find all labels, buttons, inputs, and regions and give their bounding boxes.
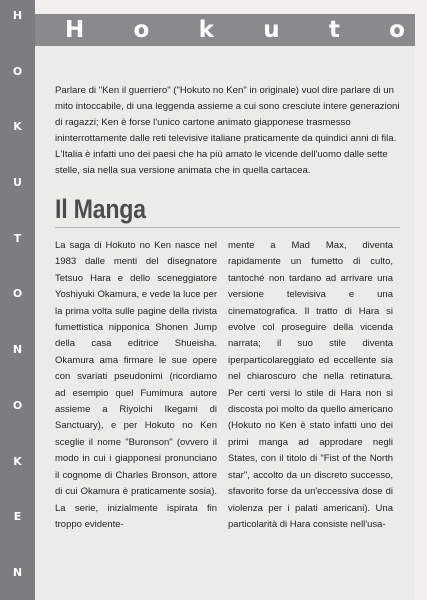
header-title-letter: o bbox=[133, 16, 150, 43]
header-title-letter: u bbox=[263, 16, 280, 43]
section-title: Il Manga bbox=[55, 194, 146, 224]
side-title-letter: O bbox=[12, 64, 23, 78]
header-title-letter: t bbox=[328, 16, 340, 43]
side-title-letter: N bbox=[12, 565, 23, 579]
side-title-letter: K bbox=[13, 120, 22, 134]
article-column-right: mente a Mad Max, diventa rapidamente un fumetto di culto, tantoché non tardano ad arrivare una versione televisiva e una cinematografica. Il tratto di Hara si evolve col proseguire della vicenda narrata; il suo stile diventa iperparticolareggiato ed eccellente sia nel chiaroscuro che nella retinatura. Per certi versi lo stile di Hara non si discosta poi molto da quello americano (Hokuto no Ken è stato infatti uno dei primi manga ad approdare negli States, con il titolo di "Fist of the North star", accolto da un discreto successo, sfavorito forse da un'eccessiva dose di violenza per i palati americani). Una particolarità di Hara consiste nell'usa- bbox=[228, 240, 393, 530]
side-title-letter: T bbox=[13, 231, 22, 245]
side-title-letter: O bbox=[12, 287, 23, 301]
side-title-letter: N bbox=[12, 343, 23, 357]
side-title-letter: K bbox=[13, 454, 22, 468]
side-title-letter: E bbox=[13, 510, 22, 524]
side-title-letter: O bbox=[12, 398, 23, 412]
side-title-letter: U bbox=[13, 176, 22, 190]
article-column-left: La saga di Hokuto no Ken nasce nel 1983 dalle menti del disegnatore Tetsuo Hara e dello sceneggiatore Yoshiyuki Okamura, e vede la luce per la prima volta sulle pagine della rivista fumettistica nipponica Shonen Jump della casa editrice Shueisha. Okamura ama firmare le sue opere con svariati pseudonimi (ricordiamo ad esempio quel Fumimura autore assieme a Riyoichi Ikegami di Sanctuary), e per Hokuto no Ken sceglie il nome "Buronson" (ovvero il modo in cui i giapponesi pronunciano il cognome di Charles Bronson, attore di cui Okamura è praticamente sosia). La serie, inizialmente ispirata fin troppo evidente- bbox=[55, 240, 217, 530]
section-divider bbox=[55, 227, 400, 228]
header-title-letter: H bbox=[65, 16, 85, 43]
header-title-band bbox=[35, 14, 415, 46]
side-title-letter: H bbox=[12, 9, 23, 22]
header-title-letter: k bbox=[198, 16, 214, 43]
side-title-strip bbox=[0, 0, 35, 600]
header-title-letter: o bbox=[389, 16, 405, 43]
intro-paragraph: Parlare di "Ken il guerriero" ("Hokuto no Ken" in originale) vuol dire parlare di un mito intoccabile, di una leggenda assieme a cui sono cresciute intere generazioni di ragazzi; Ken è forse l'unico cartone animato giapponese trasmesso ininterrottamente dalle reti televisive italiane praticamente da quindici anni di fila. L'Italia è infatti uno dei paesi che ha più amato le vicende dell'uomo dalle sette stelle, sia nella sua versione animata che in quella cartacea. bbox=[55, 85, 400, 176]
